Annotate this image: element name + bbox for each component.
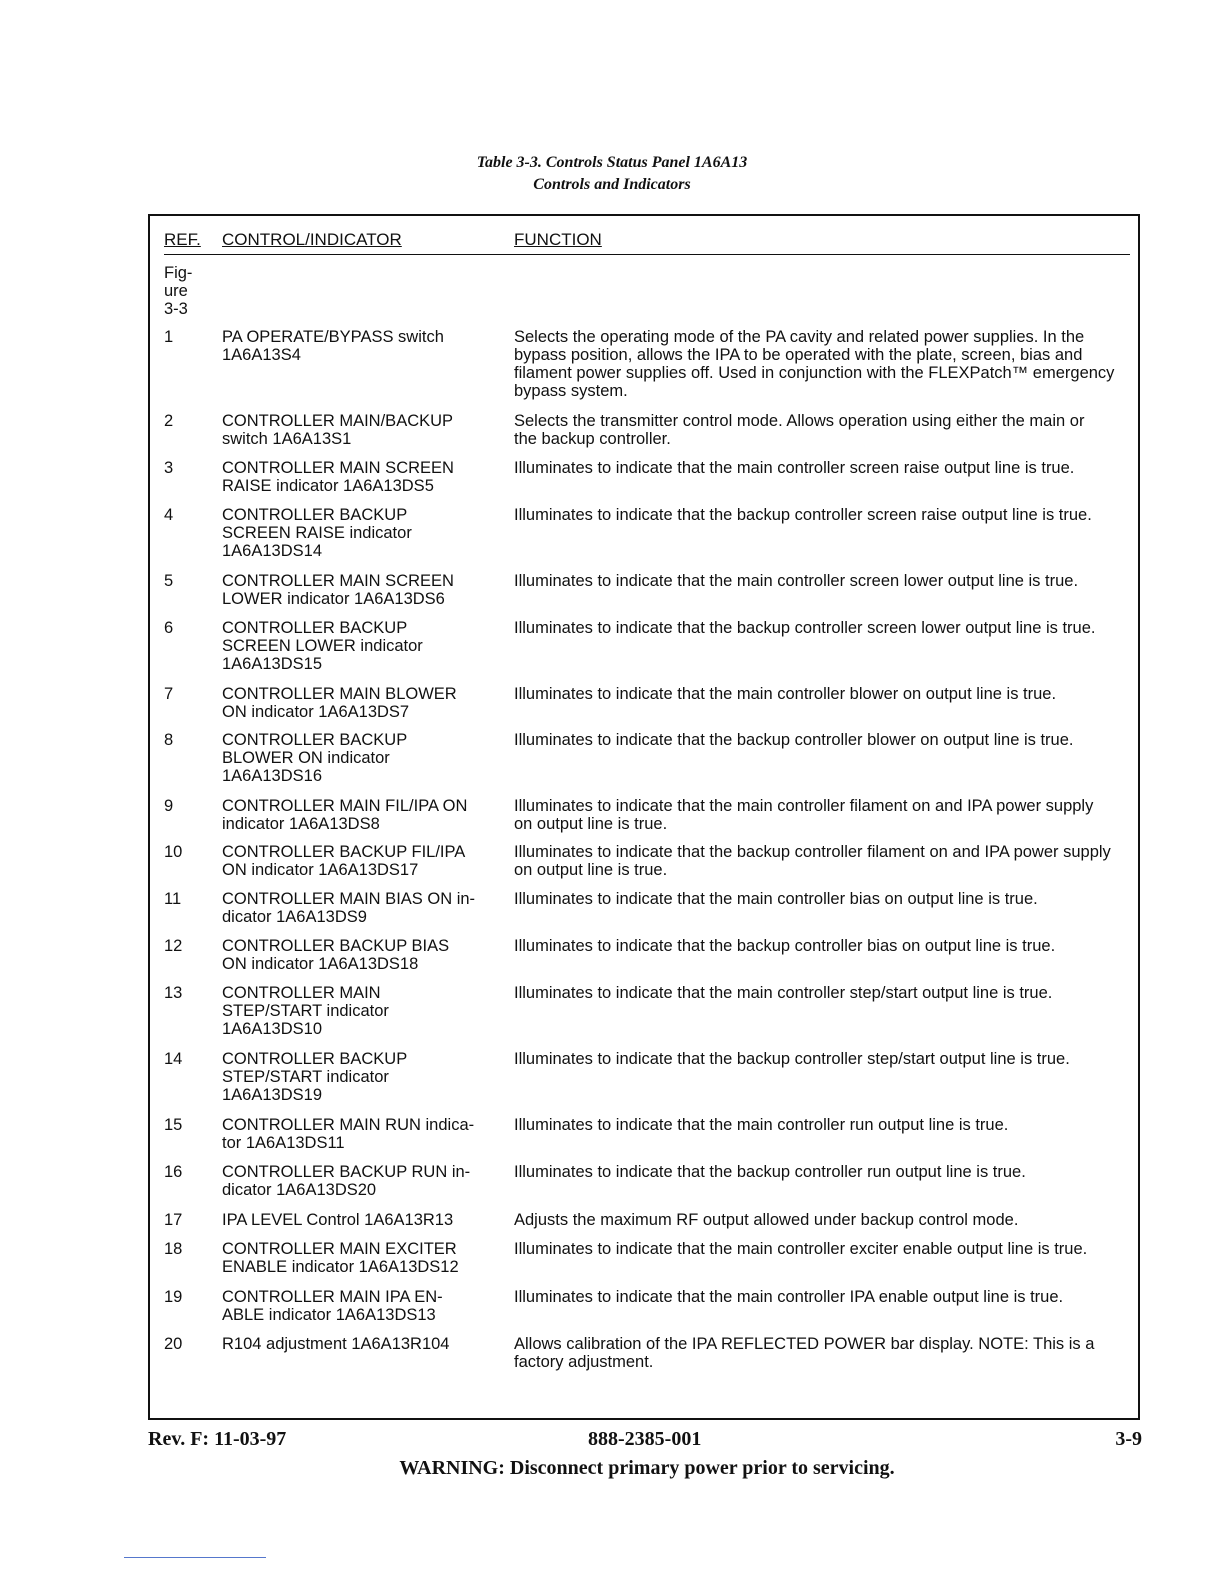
control-line: ON indicator 1A6A13DS7 — [222, 703, 410, 721]
row-control — [222, 843, 494, 879]
row-ref: 18 — [164, 1240, 183, 1258]
row-control — [222, 506, 494, 560]
control-line: ON indicator 1A6A13DS18 — [222, 955, 419, 973]
controls-table — [148, 214, 1140, 1420]
function-line: Illuminates to indicate that the main controller run output line is true. — [514, 1116, 1009, 1134]
row-function — [514, 1050, 1132, 1068]
row-function — [514, 619, 1132, 637]
control-line: CONTROLLER BACKUP — [222, 619, 408, 637]
function-line: Illuminates to indicate that the backup controller screen raise output line is true. — [514, 506, 1092, 524]
function-line: Illuminates to indicate that the backup controller blower on output line is true. — [514, 731, 1074, 749]
table-title: Table 3-3. Controls Status Panel 1A6A13 — [476, 154, 748, 171]
row-function — [514, 459, 1132, 477]
control-line: CONTROLLER BACKUP — [222, 1050, 408, 1068]
table-caption — [0, 152, 1224, 196]
function-line: Illuminates to indicate that the backup controller bias on output line is true. — [514, 937, 1056, 955]
decorative-rule — [124, 1557, 266, 1558]
row-control — [222, 797, 494, 833]
row-control — [222, 984, 494, 1038]
row-function — [514, 984, 1132, 1002]
control-line: indicator 1A6A13DS8 — [222, 815, 380, 833]
control-line: 1A6A13DS14 — [222, 542, 322, 560]
row-ref: 13 — [164, 984, 183, 1002]
row-ref: 9 — [164, 797, 174, 815]
row-control — [222, 1163, 494, 1199]
row-ref: 12 — [164, 937, 183, 955]
control-line: R104 adjustment 1A6A13R104 — [222, 1335, 450, 1353]
page-footer — [148, 1428, 1142, 1452]
row-function — [514, 1240, 1132, 1258]
control-line: 1A6A13S4 — [222, 346, 301, 364]
function-line: Illuminates to indicate that the backup controller step/start output line is true. — [514, 1050, 1070, 1068]
control-line: CONTROLLER MAIN SCREEN — [222, 572, 454, 590]
control-line: CONTROLLER MAIN BIAS ON in- — [222, 890, 476, 908]
control-line: STEP/START indicator — [222, 1002, 389, 1020]
row-function — [514, 1116, 1132, 1134]
control-line: CONTROLLER MAIN — [222, 984, 381, 1002]
function-line: bypass system. — [514, 382, 628, 400]
function-line: factory adjustment. — [514, 1353, 654, 1371]
function-line: Illuminates to indicate that the backup controller screen lower output line is true. — [514, 619, 1096, 637]
row-control — [222, 1335, 494, 1353]
function-line: Illuminates to indicate that the main controller screen lower output line is true. — [514, 572, 1079, 590]
page-number: 3-9 — [1115, 1428, 1142, 1450]
control-line: dicator 1A6A13DS9 — [222, 908, 367, 926]
control-line: SCREEN LOWER indicator — [222, 637, 423, 655]
row-control — [222, 731, 494, 785]
control-line: 1A6A13DS10 — [222, 1020, 322, 1038]
row-function — [514, 843, 1132, 879]
control-line: PA OPERATE/BYPASS switch — [222, 328, 444, 346]
row-ref: 7 — [164, 685, 174, 703]
function-line: Illuminates to indicate that the main controller exciter enable output line is true. — [514, 1240, 1088, 1258]
function-line: Illuminates to indicate that the main controller IPA enable output line is true. — [514, 1288, 1064, 1306]
control-line: CONTROLLER BACKUP RUN in- — [222, 1163, 471, 1181]
control-line: 1A6A13DS15 — [222, 655, 322, 673]
function-line: Selects the operating mode of the PA cavity and related power supplies. In the — [514, 328, 1085, 346]
header-control: CONTROL/INDICATOR — [222, 230, 402, 249]
row-control — [222, 1050, 494, 1104]
row-ref: 14 — [164, 1050, 183, 1068]
row-ref: 3 — [164, 459, 174, 477]
control-line: CONTROLLER BACKUP — [222, 731, 408, 749]
figure-ref-line: Fig- — [164, 264, 193, 282]
row-ref: 11 — [164, 890, 182, 908]
row-ref: 5 — [164, 572, 174, 590]
figure-ref-line: 3-3 — [164, 300, 188, 318]
control-line: ENABLE indicator 1A6A13DS12 — [222, 1258, 459, 1276]
control-line: CONTROLLER MAIN SCREEN — [222, 459, 454, 477]
figure-ref-line: ure — [164, 282, 188, 300]
function-line: Illuminates to indicate that the main controller filament on and IPA power supply — [514, 797, 1094, 815]
row-function — [514, 1288, 1132, 1306]
control-line: ON indicator 1A6A13DS17 — [222, 861, 419, 879]
row-ref: 16 — [164, 1163, 183, 1181]
row-function — [514, 890, 1132, 908]
function-line: Illuminates to indicate that the main controller blower on output line is true. — [514, 685, 1057, 703]
row-function — [514, 797, 1132, 833]
header-function: FUNCTION — [514, 230, 602, 249]
row-ref: 17 — [164, 1211, 183, 1229]
row-control — [222, 412, 494, 448]
control-line: CONTROLLER BACKUP BIAS — [222, 937, 450, 955]
row-function — [514, 1163, 1132, 1181]
control-line: 1A6A13DS16 — [222, 767, 322, 785]
function-line: Adjusts the maximum RF output allowed under backup control mode. — [514, 1211, 1019, 1229]
function-line: Allows calibration of the IPA REFLECTED POWER bar display. NOTE: This is a — [514, 1335, 1095, 1353]
row-function — [514, 506, 1132, 524]
row-function — [514, 685, 1132, 703]
control-line: IPA LEVEL Control 1A6A13R13 — [222, 1211, 454, 1229]
document-number: 888-2385-001 — [588, 1428, 702, 1450]
figure-reference — [164, 264, 204, 318]
row-function — [514, 1211, 1132, 1229]
row-control — [222, 459, 494, 495]
row-control — [222, 328, 494, 364]
row-function — [514, 328, 1132, 400]
row-ref: 6 — [164, 619, 174, 637]
row-ref: 10 — [164, 843, 183, 861]
function-line: Illuminates to indicate that the main controller bias on output line is true. — [514, 890, 1038, 908]
function-line: Illuminates to indicate that the backup controller run output line is true. — [514, 1163, 1026, 1181]
row-control — [222, 937, 494, 973]
control-line: tor 1A6A13DS11 — [222, 1134, 345, 1152]
row-control — [222, 890, 494, 926]
function-line: filament power supplies off. Used in conjunction with the FLEXPatch™ emergency — [514, 364, 1115, 382]
control-line: CONTROLLER MAIN EXCITER — [222, 1240, 457, 1258]
control-line: switch 1A6A13S1 — [222, 430, 352, 448]
control-line: BLOWER ON indicator — [222, 749, 390, 767]
row-ref: 19 — [164, 1288, 183, 1306]
row-ref: 15 — [164, 1116, 183, 1134]
control-line: CONTROLLER BACKUP FIL/IPA — [222, 843, 466, 861]
control-line: 1A6A13DS19 — [222, 1086, 322, 1104]
row-ref: 20 — [164, 1335, 183, 1353]
control-line: ABLE indicator 1A6A13DS13 — [222, 1306, 436, 1324]
function-line: Illuminates to indicate that the main controller screen raise output line is true. — [514, 459, 1075, 477]
row-control — [222, 1211, 494, 1229]
control-line: RAISE indicator 1A6A13DS5 — [222, 477, 434, 495]
row-ref: 4 — [164, 506, 174, 524]
control-line: LOWER indicator 1A6A13DS6 — [222, 590, 445, 608]
row-control — [222, 685, 494, 721]
function-line: Illuminates to indicate that the backup controller filament on and IPA power supply — [514, 843, 1111, 861]
table-header — [164, 230, 1130, 255]
control-line: CONTROLLER MAIN RUN indica- — [222, 1116, 475, 1134]
row-ref: 1 — [164, 328, 174, 346]
control-line: CONTROLLER MAIN BLOWER — [222, 685, 457, 703]
table-subtitle: Controls and Indicators — [533, 176, 691, 193]
control-line: CONTROLLER MAIN FIL/IPA ON — [222, 797, 468, 815]
row-control — [222, 619, 494, 673]
function-line: on output line is true. — [514, 815, 668, 833]
header-ref: REF. — [164, 230, 201, 249]
row-control — [222, 1288, 494, 1324]
warning-notice: WARNING: Disconnect primary power prior to servicing. — [399, 1457, 895, 1479]
control-line: CONTROLLER BACKUP — [222, 506, 408, 524]
function-line: the backup controller. — [514, 430, 671, 448]
row-function — [514, 572, 1132, 590]
row-function — [514, 412, 1132, 448]
row-ref: 2 — [164, 412, 174, 430]
revision: Rev. F: 11-03-97 — [148, 1428, 287, 1450]
function-line: on output line is true. — [514, 861, 668, 879]
row-function — [514, 1335, 1132, 1371]
control-line: CONTROLLER MAIN/BACKUP — [222, 412, 454, 430]
row-control — [222, 1240, 494, 1276]
control-line: dicator 1A6A13DS20 — [222, 1181, 377, 1199]
row-control — [222, 1116, 494, 1152]
control-line: CONTROLLER MAIN IPA EN- — [222, 1288, 443, 1306]
function-line: Illuminates to indicate that the main controller step/start output line is true. — [514, 984, 1053, 1002]
control-line: SCREEN RAISE indicator — [222, 524, 412, 542]
row-control — [222, 572, 494, 608]
function-line: bypass position, allows the IPA to be operated with the plate, screen, bias and — [514, 346, 1083, 364]
row-ref: 8 — [164, 731, 174, 749]
row-function — [514, 937, 1132, 955]
control-line: STEP/START indicator — [222, 1068, 389, 1086]
function-line: Selects the transmitter control mode. Allows operation using either the main or — [514, 412, 1085, 430]
row-function — [514, 731, 1132, 749]
